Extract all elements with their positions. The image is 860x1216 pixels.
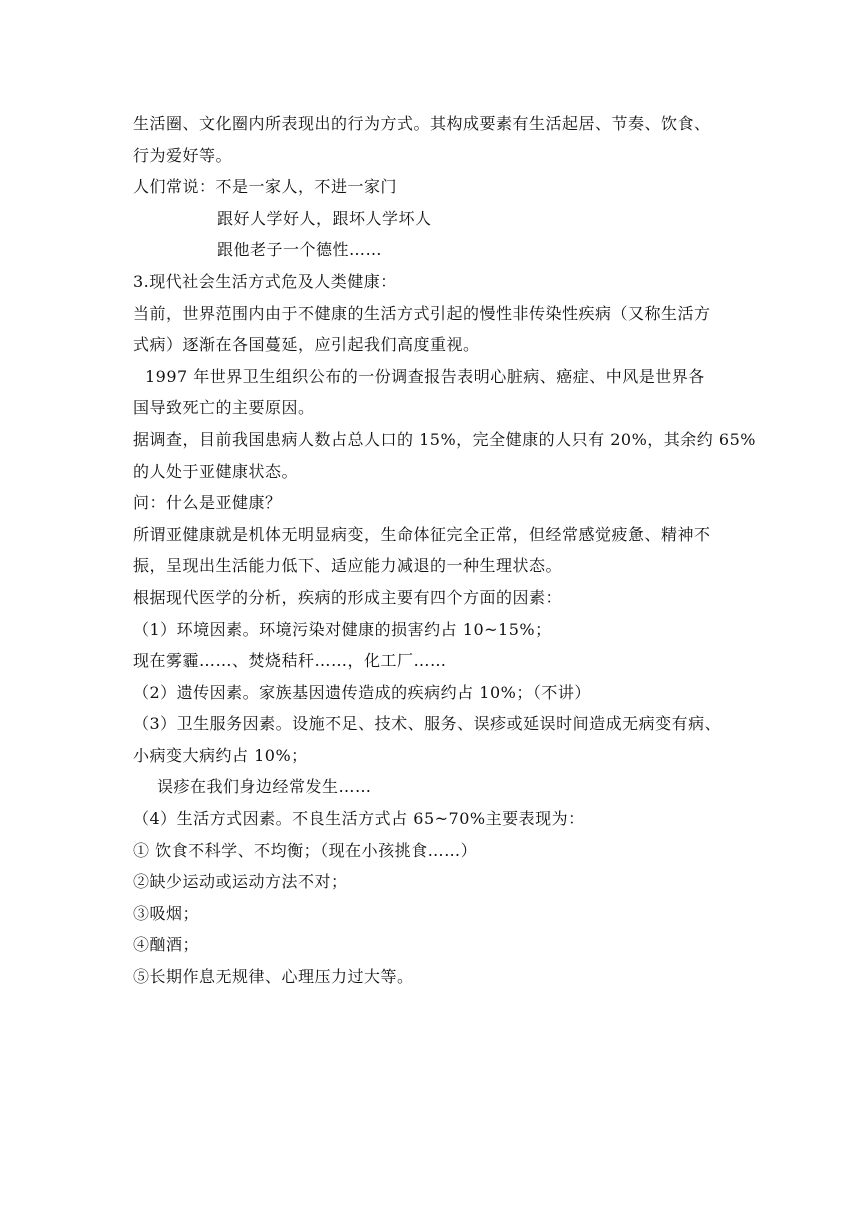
paragraph-line: 行为爱好等。 — [133, 145, 233, 165]
document-body — [133, 108, 756, 993]
paragraph-line: 国导致死亡的主要原因。 — [133, 398, 315, 418]
list-item: ④酗酒； — [133, 935, 200, 955]
paragraph-line: 振，呈现出生活能力低下、适应能力减退的一种生理状态。 — [133, 556, 563, 576]
paragraph-line: 所谓亚健康就是机体无明显病变，生命体征完全正常，但经常感觉疲惫、精神不 — [133, 524, 711, 544]
paragraph-line: 人们常说：不是一家人，不进一家门 — [133, 177, 398, 197]
paragraph-line: 1997 年世界卫生组织公布的一份调查报告表明心脏病、癌症、中风是世界各 — [145, 366, 705, 386]
list-item: ②缺少运动或运动方法不对； — [133, 872, 348, 892]
paragraph-line: 现在雾霾……、焚烧秸秆……，化工厂…… — [133, 651, 447, 671]
paragraph-line: 当前，世界范围内由于不健康的生活方式引起的慢性非传染性疾病（又称生活方 — [133, 303, 711, 323]
list-item: （3）卫生服务因素。设施不足、技术、服务、误疹或延误时间造成无病变有病、 — [133, 714, 722, 734]
paragraph-line: 式病）逐渐在各国蔓延，应引起我们高度重视。 — [133, 335, 480, 355]
quote-line: 跟他老子一个德性…… — [217, 240, 383, 260]
list-item: （1）环境因素。环境污染对健康的损害约占 10~15%； — [133, 619, 552, 639]
list-item: （2）遗传因素。家族基因遗传造成的疾病约占 10%；（不讲） — [133, 682, 591, 702]
list-item: ① 饮食不科学、不均衡；（现在小孩挑食……） — [133, 840, 478, 860]
paragraph-line: 小病变大病约占 10%； — [133, 745, 308, 765]
quote-line: 跟好人学好人，跟坏人学坏人 — [217, 208, 432, 228]
section-heading: 3.现代社会生活方式危及人类健康： — [133, 271, 397, 291]
paragraph-line: 生活圈、文化圈内所表现出的行为方式。其构成要素有生活起居、节奏、饮食、 — [133, 114, 711, 133]
paragraph-line: 根据现代医学的分析，疾病的形成主要有四个方面的因素： — [133, 587, 563, 607]
paragraph-line: 误疹在我们身边经常发生…… — [157, 777, 372, 797]
paragraph-line: 据调查，目前我国患病人数占总人口的 15%，完全健康的人只有 20%，其余约 65% — [133, 429, 756, 449]
paragraph-line: 的人处于亚健康状态。 — [133, 461, 299, 481]
list-item: （4）生活方式因素。不良生活方式占 65~70%主要表现为： — [133, 809, 585, 829]
question-line: 问：什么是亚健康？ — [133, 493, 282, 513]
list-item: ③吸烟； — [133, 903, 200, 923]
list-item: ⑤长期作息无规律、心理压力过大等。 — [133, 967, 414, 987]
